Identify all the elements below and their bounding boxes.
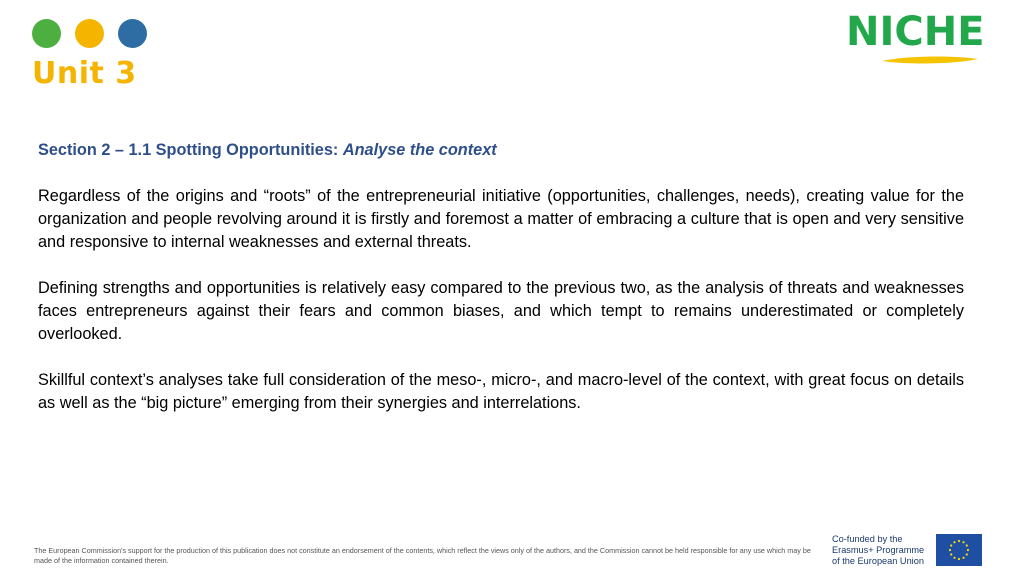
eu-star-icon <box>950 553 952 555</box>
paragraph-2: Defining strengths and opportunities is relatively easy compared to the previous two, as the analysis of threats and weaknesses faces entrepreneurs against their fears and common biases, and which tempt to remains underestimated or completely overlooked. <box>38 279 964 343</box>
unit-title: Unit 3 <box>32 56 137 91</box>
header-dots <box>32 19 147 48</box>
slide-content <box>38 139 964 438</box>
yellow-dot <box>75 19 104 48</box>
section-heading <box>38 139 964 162</box>
eu-star-icon <box>953 541 955 543</box>
eu-star-icon <box>953 557 955 559</box>
eu-star-icon <box>967 549 969 551</box>
niche-logo <box>846 8 1012 70</box>
heading-emphasis: Analyse the context <box>342 141 497 159</box>
green-dot <box>32 19 61 48</box>
eu-star-icon <box>966 544 968 546</box>
eu-star-icon <box>958 540 960 542</box>
eu-star-icon <box>950 544 952 546</box>
eu-cofunded-text <box>832 534 934 567</box>
eu-disclaimer: The European Commission's support for the production of this publication does not constitute an endorsement of the contents, which reflect the views only of the authors, and the Commission cannot be held responsible for any use which may be made of the information contained therein. <box>34 546 811 565</box>
eu-star-icon <box>949 549 951 551</box>
paragraph-1: Regardless of the origins and “roots” of the entrepreneurial initiative (opportunities, challenges, needs), creating value for the organization and people revolving around it is firstly and foremost a matter of embracing a culture that is open and very sensitive and responsive to internal weaknesses and external threats. <box>38 187 964 251</box>
paragraph-3: Skillful context’s analyses take full consideration of the meso-, micro-, and macro-level of the context, with great focus on details as well as the “big picture” emerging from their synergies and interrelations. <box>38 371 964 412</box>
logo-swoosh-icon <box>880 54 980 66</box>
heading-main: Section 2 – 1.1 Spotting Opportunities: <box>38 141 343 159</box>
blue-dot <box>118 19 147 48</box>
eu-star-icon <box>966 553 968 555</box>
logo-text: NICHE <box>846 9 985 55</box>
eu-line-3: of the European Union <box>832 556 924 566</box>
eu-line-2: Erasmus+ Programme <box>832 545 925 555</box>
eu-flag-icon <box>936 534 982 566</box>
eu-line-1: Co-funded by the <box>832 534 903 544</box>
eu-star-icon <box>958 558 960 560</box>
eu-star-icon <box>962 541 964 543</box>
eu-star-icon <box>962 557 964 559</box>
